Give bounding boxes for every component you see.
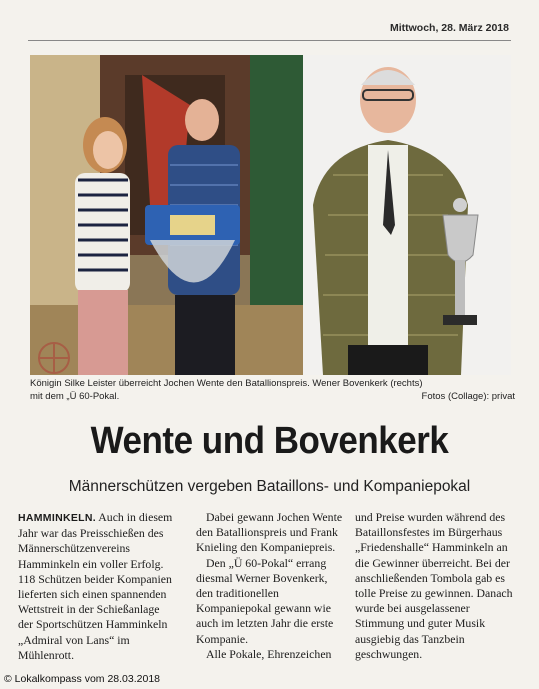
article-headline: Wente und Bovenkerk [90, 420, 449, 462]
article-col3-text: und Preise wurden während des Bataillonsfestes im Bürgerhaus „Friedenshalle“ Hamminkeln an die Gewinner überreicht. Bei der anschließenden Tombola gab es tolle Preise zu gewinnen. Danach wurde bei ausgelassener Stimmung und guter Musik ausgiebig das Tanzbein geschwungen. [355, 510, 513, 661]
article-col2-paragraph-2: Den „Ü 60-Pokal“ errang diesmal Werner Bovenkerk, den traditionellen Kompaniepokal gewann wie auch im letzten Jahr die erste Kompanie. [196, 555, 334, 646]
article-col1-text: Auch in diesem Jahr war das Preisschießen des Männerschützenvereins Hamminkeln ein voller Erfolg. 118 Schützen beider Kompanien lieferten sich einen spannenden Wettstreit in der Schießanlage der Sportschützen Hamminkeln „Admiral von Lans“ im Mühlenrott. [18, 510, 173, 662]
caption-line-2: mit dem „Ü 60-Pokal. [30, 391, 120, 402]
article-dateline: HAMMINKELN. [18, 512, 96, 524]
article-column-2 [196, 510, 344, 662]
article-column-3 [355, 510, 515, 662]
award-presentation-photo [30, 55, 303, 375]
header-rule [28, 40, 511, 41]
source-credit: © Lokalkompass vom 28.03.2018 [4, 673, 160, 685]
trophy-winner-photo [303, 55, 511, 375]
crosshair-watermark-icon [36, 340, 72, 376]
article-column-1 [18, 510, 173, 663]
article-subheadline: Männerschützen vergeben Bataillons- und Kompaniepokal [68, 478, 471, 495]
issue-date: Mittwoch, 28. März 2018 [389, 22, 509, 34]
article-col2-paragraph-1: Dabei gewann Jochen Wente den Batallionspreis und Frank Knieling den Kompaniepreis. [196, 510, 343, 555]
article-col2-paragraph-3: Alle Pokale, Ehrenzeichen [206, 646, 332, 661]
photo-caption [30, 377, 515, 403]
caption-line-1: Königin Silke Leister überreicht Jochen Wente den Batallionspreis. Wener Bovenkerk (rechts) [30, 378, 423, 389]
photo-credit: Fotos (Collage): privat [421, 391, 515, 402]
